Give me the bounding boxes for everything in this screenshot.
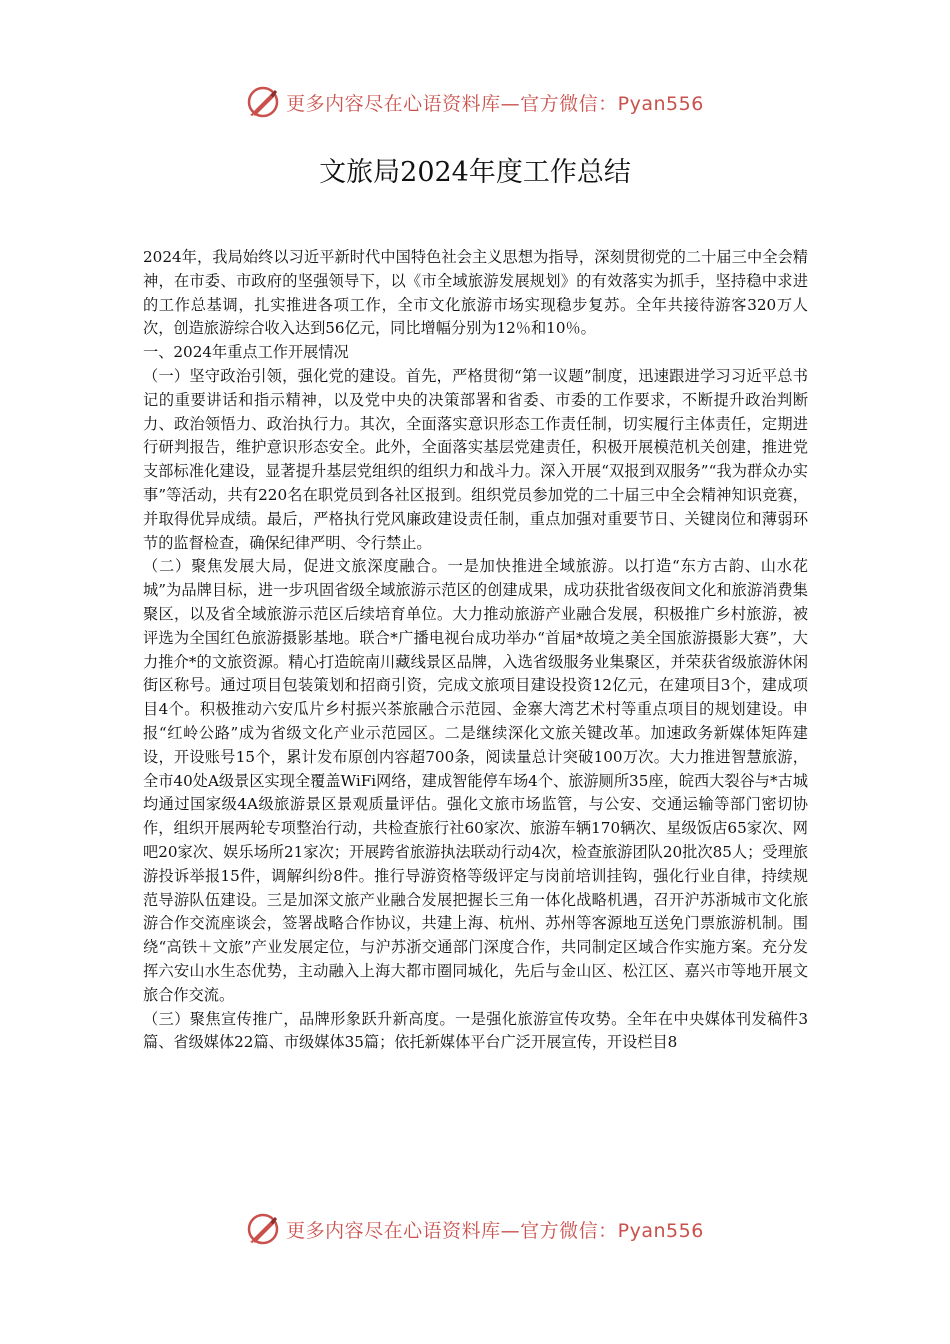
document-title: 文旅局2024年度工作总结: [319, 157, 631, 188]
paragraph-tourism-integration: （二）聚焦发展大局，促进文旅深度融合。一是加快推进全域旅游。以打造“东方古韵、山水花城”为品牌目标，进一步巩固省级全域旅游示范区的创建成果，成功获批省级夜间文化和旅游消费集聚区，以及省全域旅游示范区后续培育单位。大力推动旅游产业融合发展，积极推广乡村旅游，被评选为全国红色旅游摄影基地。联合*广播电视台成功举办“首届*故境之美全国旅游摄影大赛”，大力推介*的文旅资源。精心打造皖南川藏线景区品牌，入选省级服务业集聚区，并荣获省级旅游休闲街区称号。通过项目包装策划和招商引资，完成文旅项目建设投资12亿元，在建项目3个，建成项目4个。积极推动六安瓜片乡村振兴茶旅融合示范园、金寨大湾艺术村等重点项目的规划建设。申报“红岭公路”成为省级文化产业示范园区。二是继续深化文旅关键改革。加速政务新媒体矩阵建设，开设账号15个，累计发布原创内容超700条，阅读量总计突破100万次。大力推进智慧旅游，全市40处A级景区实现全覆盖WiFi网络，建成智能停车场4个、旅游厕所35座，皖西大裂谷与*古城均通过国家级4A级旅游景区景观质量评估。强化文旅市场监管，与公安、交通运输等部门密切协作，组织开展两轮专项整治行动，共检查旅行社60家次、旅游车辆170辆次、星级饭店65家次、网吧20家次、娱乐场所21家次；开展跨省旅游执法联动行动4次，检查旅游团队20批次85人；受理旅游投诉举报15件，调解纠纷8件。推行导游资格等级评定与岗前培训挂钩，强化行业自律，持续规范导游队伍建设。三是加深文旅产业融合发展把握长三角一体化战略机遇，召开沪苏浙城市文化旅游合作交流座谈会，签署战略合作协议，共建上海、杭州、苏州等客源地互送免门票旅游机制。围绕“高铁＋文旅”产业发展定位，与沪苏浙交通部门深度合作，共同制定区域合作实施方案。充分发挥六安山水生态优势，主动融入上海大都市圈同城化，先后与金山区、松江区、嘉兴市等地开展文旅合作交流。: [143, 557, 808, 1004]
pen-logo-icon: [246, 85, 280, 119]
intro-paragraph: 2024年，我局始终以习近平新时代中国特色社会主义思想为指导，深刻贯彻党的二十届三中全会精神，在市委、市政府的坚强领导下，以《市全域旅游发展规划》的有效落实为抓手，坚持稳中求进的工作总基调，扎实推进各项工作，全市文化旅游市场实现稳步复苏。全年共接待游客320万人次，创造旅游综合收入达到56亿元，同比增幅分别为12％和10％。: [143, 248, 808, 338]
section-heading: 一、2024年重点工作开展情况: [143, 343, 349, 362]
paragraph-publicity: （三）聚焦宣传推广，品牌形象跃升新高度。一是强化旅游宣传攻势。全年在中央媒体刊发稿件3篇、省级媒体22篇、市级媒体35篇；依托新媒体平台广泛开展宣传，开设栏目8: [143, 1009, 808, 1052]
watermark-text: 更多内容尽在心语资料库—官方微信：Pyan556: [286, 1219, 704, 1242]
header-watermark: [0, 82, 950, 122]
pen-logo-icon: [246, 1212, 280, 1246]
footer-watermark: [0, 1209, 950, 1249]
watermark-text: 更多内容尽在心语资料库—官方微信：Pyan556: [286, 92, 704, 115]
paragraph-party-building: （一）坚守政治引领，强化党的建设。首先，严格贯彻“第一议题”制度，迅速跟进学习习近平总书记的重要讲话和指示精神，以及党中央的决策部署和省委、市委的工作要求，不断提升政治判断力、政治领悟力、政治执行力。其次，全面落实意识形态工作责任制，切实履行主体责任，定期进行研判报告，维护意识形态安全。此外，全面落实基层党建责任，积极开展模范机关创建，推进党支部标准化建设，显著提升基层党组织的组织力和战斗力。深入开展“双报到双服务”“我为群众办实事”等活动，共有220名在职党员到各社区报到。组织党员参加党的二十届三中全会精神知识竞赛，并取得优异成绩。最后，严格执行党风廉政建设责任制，重点加强对重要节日、关键岗位和薄弱环节的监督检查，确保纪律严明、令行禁止。: [143, 366, 808, 552]
document-body: [143, 246, 808, 1055]
